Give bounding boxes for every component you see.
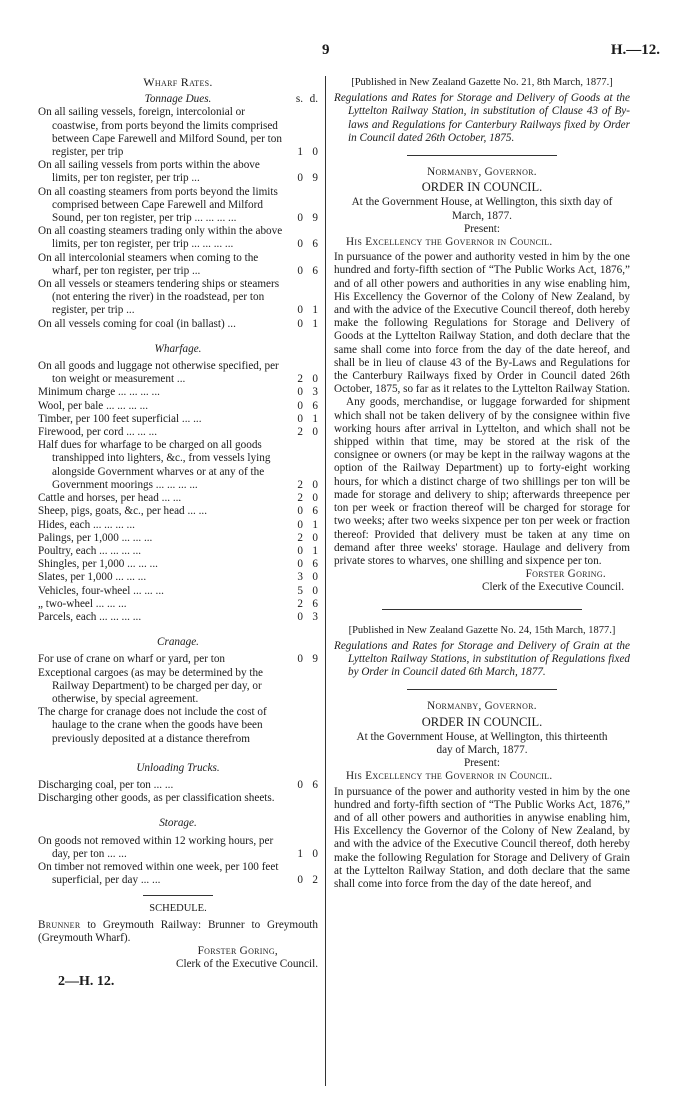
rate-shillings: 0 [297, 238, 303, 251]
rate-description: Discharging coal, per ton ... ... [38, 778, 174, 791]
rate-pence: 6 [312, 264, 318, 277]
wharfage-rate-row [38, 558, 318, 571]
wharfage-rate-row [38, 439, 318, 492]
rate-shillings: 0 [297, 610, 303, 623]
orders-divider [382, 609, 582, 610]
wharfage-rate-row [38, 545, 318, 558]
wharfage-rate-row [38, 426, 318, 439]
rate-pence: 1 [312, 518, 318, 531]
rate-description: Palings, per 1,000 ... ... ... [38, 531, 153, 544]
tonnage-heading: Tonnage Dues. [144, 93, 212, 106]
rate-shillings: 0 [297, 544, 303, 557]
wharfage-rate-row [38, 611, 318, 624]
wharfage-rate-row [38, 532, 318, 545]
rate-shillings: 0 [297, 558, 303, 571]
rate-description: The charge for cranage does not include the cost of haulage to the crane when the goods have been previously deposited at a distance therefrom [38, 706, 267, 745]
cranage-rate-row [38, 667, 318, 707]
order1-title: Regulations and Rates for Storage and Delivery of Goods at the Lyttelton Railway Station, in substitution of Clause 43 of By-laws and Regulations for Canterbury Railways fixed by Order in Council dated 26th October, 1875. [334, 92, 630, 144]
cranage-rate-row [38, 706, 318, 746]
order1-published-note: [Published in New Zealand Gazette No. 21, 8th March, 1877.] [351, 77, 613, 88]
rate-shillings: 2 [297, 531, 303, 544]
order1-place: At the Government House, at Wellington, this sixth day of March, 1877. [351, 196, 613, 222]
wharfage-rate-row [38, 413, 318, 426]
rate-description: „ two-wheel ... ... ... [38, 597, 127, 610]
rate-pence: 9 [312, 212, 318, 225]
rate-pence: 3 [312, 610, 318, 623]
storage-rate-row [38, 835, 318, 861]
rate-shillings: 3 [297, 571, 303, 584]
schedule-heading: SCHEDULE. [149, 903, 207, 915]
rate-description: Wool, per bale ... ... ... ... [38, 399, 149, 412]
wharf-rates-title: Wharf Rates. [143, 75, 213, 89]
cranage-heading: Cranage. [157, 636, 199, 649]
rate-pence: 6 [312, 597, 318, 610]
rate-shillings: 2 [297, 597, 303, 610]
rate-pence: 6 [312, 238, 318, 251]
wharfage-rate-row [38, 400, 318, 413]
storage-heading: Storage. [159, 817, 197, 830]
rate-shillings: 0 [297, 412, 303, 425]
wharfage-rate-row [38, 492, 318, 505]
schedule-signatory-name: Forster Goring, [197, 944, 278, 957]
rate-description: Firewood, per cord ... ... ... [38, 426, 157, 439]
rate-pence: 1 [312, 317, 318, 330]
unloading-heading: Unloading Trucks. [136, 761, 220, 774]
schedule-divider [143, 895, 213, 896]
rate-pence: 0 [312, 531, 318, 544]
wharfage-rate-row [38, 585, 318, 598]
order1-council: His Excellency the Governor in Council. [346, 236, 553, 249]
schedule-signatory-title: Clerk of the Executive Council. [176, 958, 318, 971]
rate-shillings: 5 [297, 584, 303, 597]
rate-pence: 0 [312, 146, 318, 159]
rate-shillings: 0 [297, 386, 303, 399]
rate-shillings: 2 [297, 492, 303, 505]
page-header [0, 42, 700, 62]
rate-description: On all coasting steamers trading only within the above limits, per ton register, per trip ... ... ... ... [38, 225, 283, 251]
rate-pence: 6 [312, 505, 318, 518]
schedule-text-lead: Brunner [38, 918, 81, 931]
rate-description: Slates, per 1,000 ... ... ... [38, 571, 147, 584]
rate-pence: 0 [312, 571, 318, 584]
tonnage-rate-row [38, 159, 318, 185]
tonnage-rate-row [38, 225, 318, 251]
rate-shillings: 2 [297, 478, 303, 491]
rate-shillings: 0 [297, 304, 303, 317]
rate-pence: 0 [312, 478, 318, 491]
order2-divider [407, 689, 557, 690]
tonnage-rate-row [38, 318, 318, 331]
rate-pence: 1 [312, 304, 318, 317]
rate-description: Timber, per 100 feet superficial ... ... [38, 412, 202, 425]
order1-paragraph-2: Any goods, merchandise, or luggage forwarded for shipment which shall not be taken delivery of by the consignee within five working hours after arrival in Lyttelton, and which shall not be shipped within that time, may be stored at the risk of the consignee or owners (or may be kept in the railway wagons at the option of the Railway Department) up to forty-eight working hours, for which a distinct charge of two shillings per ton will be made for storage and delivery to ship; afterwards threepence per ton per week or fraction thereof will be charged for storage for two weeks; after two weeks sixpence per ton per week or fraction thereof: Provided that delivery must be taken at any time on demand after three weeks' storage. Haulage and delivery from private stores to wharves, one shilling and sixpence per ton. [334, 396, 630, 567]
unloading-list [38, 779, 318, 805]
tonnage-list [38, 106, 318, 330]
wharfage-rate-row [38, 519, 318, 532]
order2-title: Regulations and Rates for Storage and Delivery of Grain at the Lyttelton Railway Stations, in substitution of Regulations fixed by Order in Council dated 6th March, 1877. [334, 639, 630, 679]
order1-present: Present: [463, 222, 501, 235]
unit-pence: d. [309, 93, 318, 106]
rate-description: Shingles, per 1,000 ... ... ... [38, 558, 158, 571]
unloading-rate-row [38, 792, 318, 805]
rate-shillings: 0 [297, 399, 303, 412]
rate-pence: 1 [312, 544, 318, 557]
rate-pence: 9 [312, 172, 318, 185]
order2-paragraph-1: In pursuance of the power and authority vested in him by the one hundred and forty-fifth section of “The Public Works Act, 1876,” and of all other powers and authorities in anywise enabling him, His Excellency the Governor of the Colony of New Zealand, by and with the advice of the Executive Council thereof, doth hereby make the following Regulation for Storage and Delivery of Grain at the Lyttelton Railway Station, and doth declare that the same shall come into force from the day of the date hereof, and [334, 785, 630, 890]
order2-place: At the Government House, at Wellington, this thirteenth day of March, 1877. [356, 730, 608, 756]
tonnage-rate-row [38, 278, 318, 318]
unit-shillings: s. [295, 93, 303, 106]
order1-signatory-name: Forster Goring. [525, 568, 606, 581]
storage-rate-row [38, 861, 318, 887]
cranage-list [38, 653, 318, 745]
rate-description: Hides, each ... ... ... ... [38, 518, 135, 531]
rate-description: Discharging other goods, as per classification sheets. [38, 792, 275, 805]
rate-description: On all sailing vessels, foreign, intercolonial or coastwise, from ports beyond the limits comprised between Cape Farewell and Milford Sound, per ton register, per trip [38, 106, 282, 159]
order1-divider [407, 155, 557, 156]
schedule-text-body: to Greymouth Railway: Brunner to Greymouth (Greymouth Wharf). [38, 918, 318, 944]
rate-shillings: 0 [297, 212, 303, 225]
schedule-text [38, 919, 318, 945]
order1-heading: ORDER IN COUNCIL. [421, 180, 543, 195]
rate-shillings: 2 [297, 373, 303, 386]
rate-shillings: 0 [297, 317, 303, 330]
rate-description: Cattle and horses, per head ... ... [38, 492, 182, 505]
wharfage-rate-row [38, 505, 318, 518]
rate-shillings: 0 [297, 264, 303, 277]
rate-description: On all vessels or steamers tendering ships or steamers (not entering the river) in the roadstead, per ton register, per trip ... [38, 278, 280, 317]
order2-heading: ORDER IN COUNCIL. [421, 714, 543, 729]
rate-shillings: 1 [297, 146, 303, 159]
rate-description: On goods not removed within 12 working hours, per day, per ton ... ... [38, 834, 274, 860]
rate-shillings: 0 [297, 874, 303, 887]
rate-description: Parcels, each ... ... ... ... [38, 610, 142, 623]
rate-description: On all intercolonial steamers when coming to the wharf, per ton register, per trip ... [38, 251, 259, 277]
order2-council: His Excellency the Governor in Council. [346, 770, 553, 783]
wharfage-rate-row [38, 571, 318, 584]
rate-shillings: 2 [297, 426, 303, 439]
wharfage-list [38, 360, 318, 624]
rate-shillings: 0 [297, 172, 303, 185]
order1-signatory-title: Clerk of the Executive Council. [482, 581, 624, 594]
right-column [334, 76, 630, 891]
rate-description: On all coasting steamers from ports beyond the limits comprised between Cape Farewell and Milford Sound, per ton register, per trip ... ... ... ... [38, 185, 278, 225]
rate-pence: 6 [312, 778, 318, 791]
rate-description: Vehicles, four-wheel ... ... ... [38, 584, 164, 597]
rate-pence: 0 [312, 426, 318, 439]
rate-pence: 0 [312, 847, 318, 860]
order1-governor: Normanby, Governor. [427, 166, 537, 179]
rate-pence: 3 [312, 386, 318, 399]
rate-pence: 9 [312, 653, 318, 666]
rate-description: On all vessels coming for coal (in ballast) ... [38, 317, 236, 330]
rate-pence: 1 [312, 412, 318, 425]
order2-present: Present: [463, 757, 501, 770]
cranage-rate-row [38, 653, 318, 666]
tonnage-heading-row [38, 93, 318, 106]
storage-list [38, 835, 318, 888]
rate-pence: 0 [312, 584, 318, 597]
document-id: H.—12. [610, 42, 660, 58]
unloading-rate-row [38, 779, 318, 792]
rate-description: On all goods and luggage not otherwise specified, per ton weight or measurement ... [38, 360, 279, 386]
rate-description: Half dues for wharfage to be charged on all goods transhipped into lighters, &c., from vessels lying alongside Government wharves or at any of the Government moorings ... ... ... ... [38, 439, 271, 491]
wharfage-rate-row [38, 386, 318, 399]
rate-pence: 6 [312, 399, 318, 412]
left-column [38, 76, 318, 989]
tonnage-rate-row [38, 186, 318, 226]
column-divider [325, 76, 326, 1086]
tonnage-rate-row [38, 252, 318, 278]
rate-shillings: 1 [297, 847, 303, 860]
footer-reference: 2—H. 12. [58, 974, 115, 990]
wharfage-heading: Wharfage. [154, 342, 202, 355]
order2-published-note: [Published in New Zealand Gazette No. 24, 15th March, 1877.] [348, 624, 616, 636]
page-number: 9 [322, 42, 330, 58]
tonnage-rate-row [38, 106, 318, 159]
rate-description: On timber not removed within one week, per 100 feet superficial, per day ... ... [38, 860, 279, 887]
rate-shillings: 0 [297, 778, 303, 791]
rate-pence: 0 [312, 373, 318, 386]
rate-pence: 6 [312, 558, 318, 571]
order2-governor: Normanby, Governor. [427, 700, 537, 713]
order1-paragraph-1: In pursuance of the power and authority vested in him by the one hundred and forty-fifth section of “The Public Works Act, 1876,” and of all other powers and authorities in any wise enabling him, His Excellency the Governor of the Colony of New Zealand, by and with the advice of the Executive Council thereof, doth hereby make the following Regulations for Storage and Delivery of Goods at the Lyttelton Railway Station, and doth declare that the same shall come into force from the day of the date hereof, and shall be in lieu of clause 43 of the By-Laws and Regulations for the Canterbury Railways fixed by Order in Council dated 26th October, 1875, so far as it relates to the Lyttelton Railway Station. [334, 251, 630, 396]
wharfage-rate-row [38, 360, 318, 386]
rate-description: Exceptional cargoes (as may be determined by the Railway Department) to be charged per day, or otherwise, by special agreement. [38, 666, 264, 705]
rate-pence: 2 [312, 874, 318, 887]
wharfage-rate-row [38, 598, 318, 611]
rate-description: On all sailing vessels from ports within the above limits, per ton register, per trip ... [38, 159, 260, 185]
rate-description: Poultry, each ... ... ... ... [38, 544, 142, 557]
rate-description: Minimum charge ... ... ... ... [38, 386, 160, 399]
rate-shillings: 0 [297, 505, 303, 518]
rate-shillings: 0 [297, 653, 303, 666]
rate-description: Sheep, pigs, goats, &c., per head ... ... [38, 505, 208, 518]
rate-description: For use of crane on wharf or yard, per ton [38, 653, 226, 666]
rate-pence: 0 [312, 492, 318, 505]
rate-shillings: 0 [297, 518, 303, 531]
